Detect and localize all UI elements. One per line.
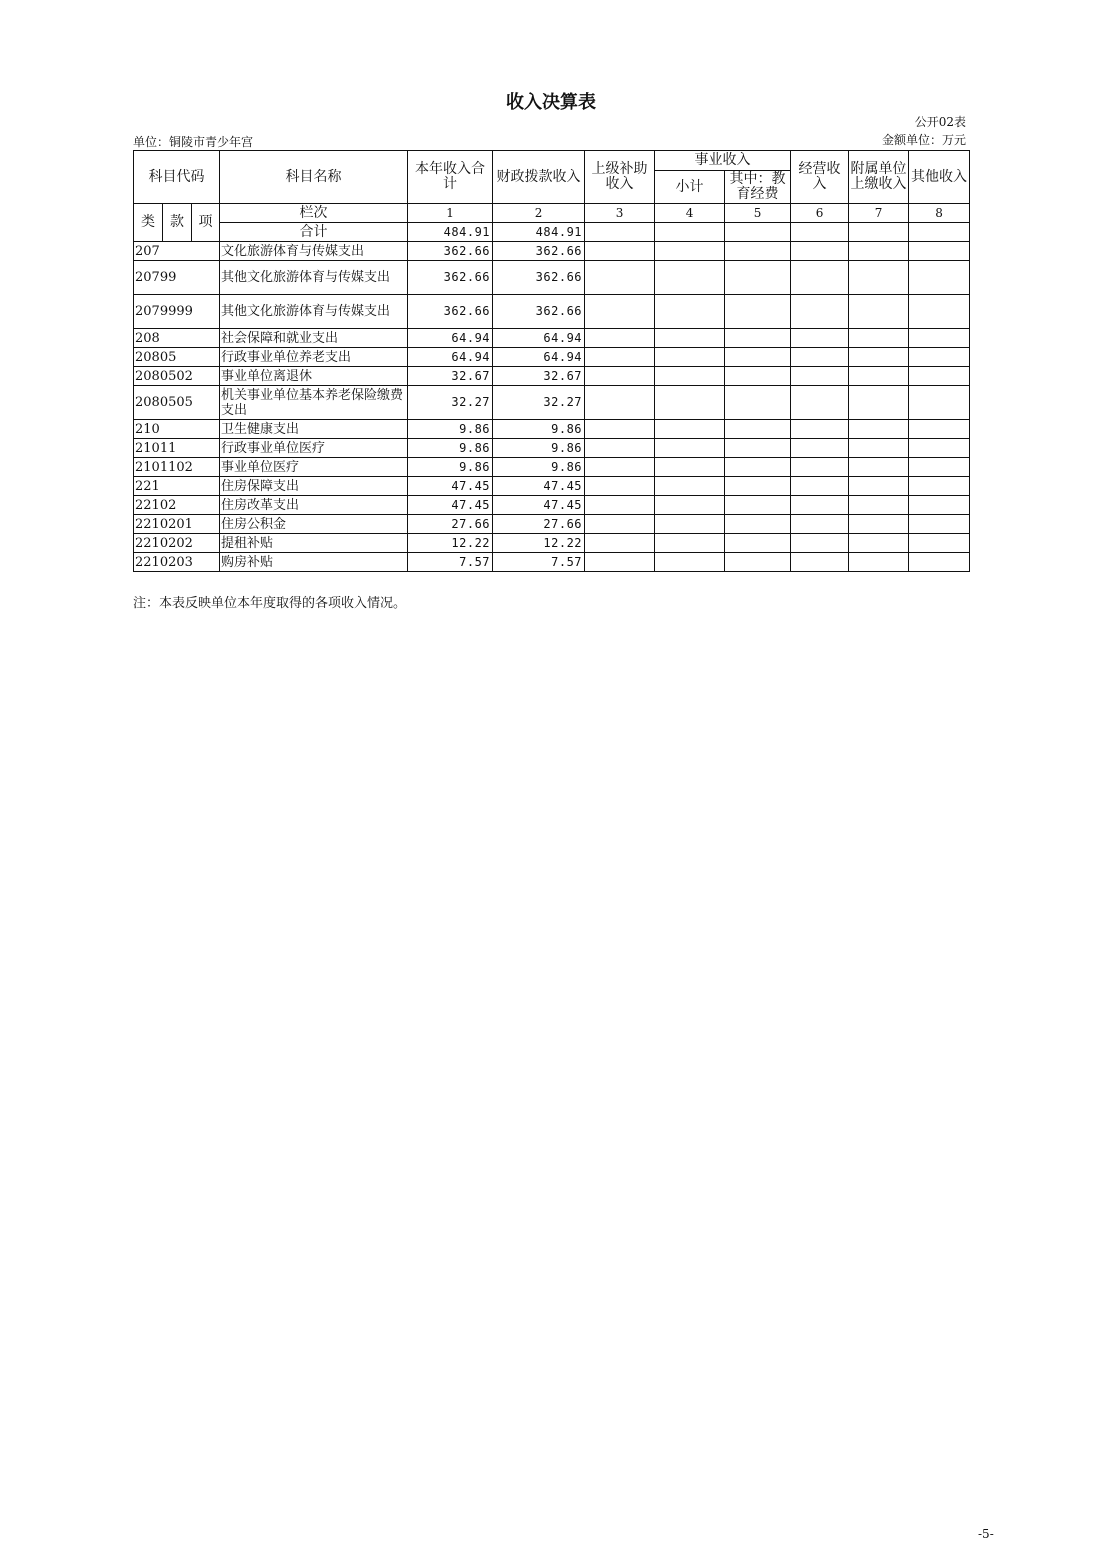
subject-name: 提租补贴 (220, 534, 408, 553)
col-number: 3 (585, 204, 655, 223)
empty-cell (909, 439, 970, 458)
subject-code: 21011 (134, 439, 220, 458)
total-income: 64.94 (408, 329, 493, 348)
empty-cell (849, 477, 909, 496)
subject-name: 文化旅游体育与传媒支出 (220, 242, 408, 261)
empty-cell (725, 329, 791, 348)
empty-cell (655, 242, 725, 261)
empty-cell (725, 223, 791, 242)
empty-cell (655, 261, 725, 295)
header-xiang: 项 (192, 204, 220, 242)
table-row (134, 261, 970, 295)
empty-cell (655, 348, 725, 367)
subject-code: 20805 (134, 348, 220, 367)
empty-cell (655, 439, 725, 458)
empty-cell (849, 458, 909, 477)
empty-cell (725, 439, 791, 458)
col-number: 6 (791, 204, 849, 223)
header-kuan: 款 (163, 204, 192, 242)
subject-name: 机关事业单位基本养老保险缴费支出 (220, 386, 408, 420)
subject-name: 住房改革支出 (220, 496, 408, 515)
header-lei: 类 (134, 204, 163, 242)
empty-cell (725, 534, 791, 553)
col-number: 8 (909, 204, 970, 223)
table-row (134, 242, 970, 261)
empty-cell (585, 367, 655, 386)
total-income: 362.66 (408, 242, 493, 261)
empty-cell (791, 496, 849, 515)
empty-cell (791, 458, 849, 477)
total-income: 362.66 (408, 295, 493, 329)
subject-code: 2080505 (134, 386, 220, 420)
empty-cell (791, 386, 849, 420)
header-other: 其他收入 (909, 151, 970, 204)
fiscal-income: 362.66 (493, 242, 585, 261)
fiscal-income: 47.45 (493, 496, 585, 515)
total-income: 12.22 (408, 534, 493, 553)
table-row (134, 496, 970, 515)
fiscal-income: 47.45 (493, 477, 585, 496)
empty-cell (909, 367, 970, 386)
empty-cell (791, 553, 849, 572)
header-superior: 上级补助收入 (585, 151, 655, 204)
empty-cell (725, 367, 791, 386)
empty-cell (725, 515, 791, 534)
total-income: 47.45 (408, 496, 493, 515)
empty-cell (909, 458, 970, 477)
fiscal-income: 9.86 (493, 420, 585, 439)
fiscal-income: 27.66 (493, 515, 585, 534)
subject-name: 购房补贴 (220, 553, 408, 572)
empty-cell (585, 295, 655, 329)
subject-code: 2210202 (134, 534, 220, 553)
table-row (134, 295, 970, 329)
empty-cell (791, 329, 849, 348)
subject-code: 2210203 (134, 553, 220, 572)
empty-cell (585, 223, 655, 242)
empty-cell (849, 420, 909, 439)
table-row (134, 515, 970, 534)
total-amount: 484.91 (408, 223, 493, 242)
subject-code: 2080502 (134, 367, 220, 386)
fiscal-income: 32.67 (493, 367, 585, 386)
table-row (134, 477, 970, 496)
empty-cell (791, 367, 849, 386)
empty-cell (655, 329, 725, 348)
empty-cell (585, 329, 655, 348)
subject-name: 其他文化旅游体育与传媒支出 (220, 295, 408, 329)
empty-cell (655, 223, 725, 242)
empty-cell (849, 367, 909, 386)
header-total: 本年收入合计 (408, 151, 493, 204)
empty-cell (585, 458, 655, 477)
empty-cell (909, 348, 970, 367)
empty-cell (849, 329, 909, 348)
empty-cell (725, 458, 791, 477)
empty-cell (585, 439, 655, 458)
subject-name: 住房保障支出 (220, 477, 408, 496)
empty-cell (791, 348, 849, 367)
empty-cell (909, 295, 970, 329)
total-income: 9.86 (408, 420, 493, 439)
empty-cell (585, 553, 655, 572)
empty-cell (849, 295, 909, 329)
empty-cell (585, 515, 655, 534)
empty-cell (725, 348, 791, 367)
empty-cell (909, 223, 970, 242)
subject-name: 事业单位离退休 (220, 367, 408, 386)
footnote: 注：本表反映单位本年度取得的各项收入情况。 (133, 596, 407, 611)
empty-cell (585, 477, 655, 496)
empty-cell (791, 439, 849, 458)
empty-cell (909, 477, 970, 496)
col-number: 2 (493, 204, 585, 223)
col-number: 5 (725, 204, 791, 223)
empty-cell (909, 242, 970, 261)
table-row (134, 348, 970, 367)
empty-cell (655, 496, 725, 515)
empty-cell (725, 295, 791, 329)
empty-cell (909, 553, 970, 572)
page-number: -5- (978, 1527, 994, 1541)
total-label: 合计 (220, 223, 408, 242)
empty-cell (909, 329, 970, 348)
empty-cell (849, 386, 909, 420)
empty-cell (655, 386, 725, 420)
total-income: 32.27 (408, 386, 493, 420)
empty-cell (849, 348, 909, 367)
empty-cell (791, 261, 849, 295)
subject-code: 2210201 (134, 515, 220, 534)
table-row (134, 534, 970, 553)
empty-cell (849, 223, 909, 242)
empty-cell (585, 496, 655, 515)
empty-cell (849, 261, 909, 295)
total-income: 9.86 (408, 439, 493, 458)
empty-cell (725, 420, 791, 439)
subject-name: 行政事业单位养老支出 (220, 348, 408, 367)
amount-unit: 金额单位：万元 (881, 133, 966, 147)
fiscal-income: 9.86 (493, 458, 585, 477)
empty-cell (791, 223, 849, 242)
empty-cell (725, 477, 791, 496)
empty-cell (725, 261, 791, 295)
subject-name: 卫生健康支出 (220, 420, 408, 439)
empty-cell (849, 515, 909, 534)
income-table (133, 150, 970, 572)
empty-cell (849, 534, 909, 553)
header-fiscal: 财政拨款收入 (493, 151, 585, 204)
empty-cell (585, 534, 655, 553)
header-column-index: 栏次 (220, 204, 408, 223)
col-number: 7 (849, 204, 909, 223)
total-income: 9.86 (408, 458, 493, 477)
total-income: 362.66 (408, 261, 493, 295)
table-row (134, 439, 970, 458)
empty-cell (585, 242, 655, 261)
total-income: 64.94 (408, 348, 493, 367)
total-income: 47.45 (408, 477, 493, 496)
empty-cell (655, 477, 725, 496)
subject-code: 207 (134, 242, 220, 261)
subject-code: 210 (134, 420, 220, 439)
table-body (134, 242, 970, 572)
subject-name: 其他文化旅游体育与传媒支出 (220, 261, 408, 295)
empty-cell (909, 534, 970, 553)
table-row (134, 367, 970, 386)
fiscal-income: 64.94 (493, 329, 585, 348)
header-business-subtotal: 小计 (655, 171, 725, 204)
empty-cell (909, 515, 970, 534)
empty-cell (655, 295, 725, 329)
fiscal-income: 7.57 (493, 553, 585, 572)
empty-cell (655, 420, 725, 439)
empty-cell (909, 496, 970, 515)
subject-code: 2101102 (134, 458, 220, 477)
empty-cell (585, 386, 655, 420)
header-affiliated: 附属单位上缴收入 (849, 151, 909, 204)
total-income: 27.66 (408, 515, 493, 534)
empty-cell (791, 534, 849, 553)
empty-cell (791, 295, 849, 329)
header-business: 事业收入 (655, 151, 791, 171)
header-code: 科目代码 (134, 151, 220, 204)
subject-code: 20799 (134, 261, 220, 295)
empty-cell (909, 261, 970, 295)
fiscal-income: 9.86 (493, 439, 585, 458)
table-row (134, 329, 970, 348)
col-number: 4 (655, 204, 725, 223)
page-title: 收入决算表 (506, 92, 596, 113)
table-row (134, 553, 970, 572)
subject-code: 2079999 (134, 295, 220, 329)
col-number: 1 (408, 204, 493, 223)
empty-cell (909, 386, 970, 420)
subject-name: 住房公积金 (220, 515, 408, 534)
header-business-edu: 其中：教育经费 (725, 171, 791, 204)
empty-cell (849, 496, 909, 515)
fiscal-income: 12.22 (493, 534, 585, 553)
empty-cell (655, 553, 725, 572)
empty-cell (725, 553, 791, 572)
empty-cell (791, 477, 849, 496)
empty-cell (655, 534, 725, 553)
subject-name: 行政事业单位医疗 (220, 439, 408, 458)
empty-cell (849, 242, 909, 261)
subject-code: 22102 (134, 496, 220, 515)
header-operating: 经营收入 (791, 151, 849, 204)
empty-cell (791, 420, 849, 439)
table-row (134, 458, 970, 477)
empty-cell (655, 458, 725, 477)
total-fiscal: 484.91 (493, 223, 585, 242)
table-row (134, 420, 970, 439)
subject-code: 221 (134, 477, 220, 496)
header-name: 科目名称 (220, 151, 408, 204)
empty-cell (909, 420, 970, 439)
empty-cell (791, 515, 849, 534)
reporting-unit: 单位：铜陵市青少年宫 (133, 135, 254, 149)
fiscal-income: 362.66 (493, 295, 585, 329)
subject-code: 208 (134, 329, 220, 348)
fiscal-income: 64.94 (493, 348, 585, 367)
empty-cell (725, 496, 791, 515)
total-income: 32.67 (408, 367, 493, 386)
empty-cell (655, 515, 725, 534)
table-row (134, 386, 970, 420)
subject-name: 事业单位医疗 (220, 458, 408, 477)
empty-cell (585, 261, 655, 295)
total-income: 7.57 (408, 553, 493, 572)
form-number: 公开02表 (914, 115, 966, 129)
empty-cell (585, 420, 655, 439)
empty-cell (655, 367, 725, 386)
empty-cell (725, 386, 791, 420)
empty-cell (849, 439, 909, 458)
fiscal-income: 362.66 (493, 261, 585, 295)
empty-cell (791, 242, 849, 261)
empty-cell (849, 553, 909, 572)
fiscal-income: 32.27 (493, 386, 585, 420)
empty-cell (725, 242, 791, 261)
subject-name: 社会保障和就业支出 (220, 329, 408, 348)
empty-cell (585, 348, 655, 367)
